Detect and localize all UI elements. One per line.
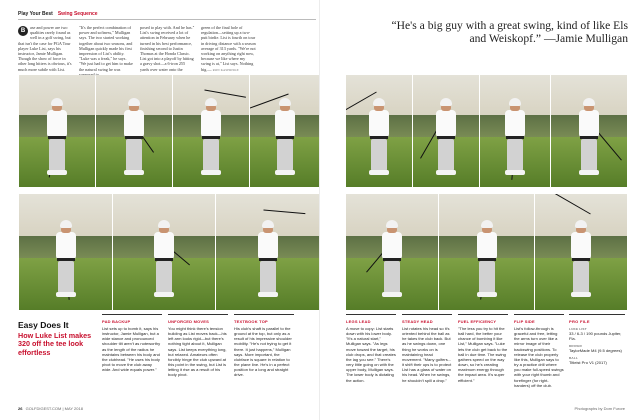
golfer-figure bbox=[470, 220, 504, 298]
intro-text bbox=[18, 25, 318, 80]
intro-column-4: green of the final hole of regulation—setting up a two-putt birdie. List is fourth on tour in driving distance with a season average of 313 yards. "We're not working on anything right now, because we like where my swing is at," List says. Nothing big.— RON KASPRISKE bbox=[201, 25, 256, 72]
swing-photo-3 bbox=[173, 75, 249, 187]
golfer-figure bbox=[498, 98, 532, 176]
section-name: Play Your Best bbox=[18, 11, 53, 17]
swing-photo-13 bbox=[439, 194, 534, 310]
pro-file-box: PRO FILE LUKE LIST 33 / 6-3 / 190 pounds Jupiter, Fla. DRIVER TaylorMade M4 (9.5 degrees) BALL Titleist Pro V1 (2017) bbox=[569, 314, 625, 365]
golfer-figure bbox=[572, 98, 606, 176]
golfer-figure bbox=[251, 220, 285, 298]
golfer-figure bbox=[564, 220, 598, 298]
golfer-figure bbox=[375, 220, 409, 298]
swing-photo-10 bbox=[113, 194, 215, 310]
golfer-figure bbox=[147, 220, 181, 298]
byline: RON KASPRISKE bbox=[212, 67, 239, 72]
intro-column-3: posed to play with. And he has." List's swing received a lot of attention in February when he turned in his best performance, finishing second to Justin Thomas at the Honda Classic. List got into a playoff by hitting a gravy shot—a 6-iron 255 yards over water onto the bbox=[140, 25, 195, 72]
swing-photo-4 bbox=[250, 75, 319, 187]
golfer-figure bbox=[40, 98, 74, 176]
intro-column-2: "It's the perfect combination of power and softness," Mulligan says. The two started working together about two seasons, and Mulligan quickly made his first impression of List's ability. "Luke was a freak," he says. "We just had to get him to make the natural swing he was bbox=[79, 25, 133, 72]
swing-photo-14 bbox=[535, 194, 627, 310]
page-folio: 26 GOLFDIGEST.COM | MAY 2018 bbox=[18, 406, 83, 411]
page-gutter bbox=[319, 0, 320, 420]
golfer-figure bbox=[117, 98, 151, 176]
page-number: 26 bbox=[18, 406, 23, 411]
swing-photo-7 bbox=[480, 75, 550, 187]
photo-credit: Photographs by Dom Furore bbox=[574, 406, 625, 411]
issue-date: MAY 2018 bbox=[64, 406, 83, 411]
feature-deck: How Luke List makes 320 off the tee look effortless bbox=[18, 331, 92, 357]
site-name: GOLFDIGEST.COM bbox=[25, 406, 62, 411]
swing-photo-8 bbox=[551, 75, 627, 187]
pull-quote: “He's a big guy with a great swing, kind of like Els and Weiskopf.” —Jamie Mulligan bbox=[391, 19, 628, 45]
golfer-figure bbox=[49, 220, 83, 298]
golfer-figure bbox=[268, 98, 302, 176]
section-label bbox=[18, 11, 98, 17]
section-rule bbox=[18, 19, 316, 20]
feature-title: Easy Does It bbox=[18, 320, 69, 330]
swing-photo-1 bbox=[19, 75, 95, 187]
pro-file-title: PRO FILE bbox=[569, 319, 590, 324]
intro-column-1: B ase and power are two qualities rarely found as well in a golf swing, but that isn't the case for PGA Tour player Luke List, says his instructor, Jamie Mulligan. Though the show of force in other long hitters is obvious, it's much more subtle with List. bbox=[18, 25, 72, 72]
swing-photo-5 bbox=[346, 75, 412, 187]
golfer-figure bbox=[194, 98, 228, 176]
swing-photo-6 bbox=[413, 75, 479, 187]
swing-photo-12 bbox=[346, 194, 438, 310]
golfer-figure bbox=[362, 98, 396, 176]
swing-photo-2 bbox=[96, 75, 172, 187]
subsection-name: Swing Sequence bbox=[57, 11, 98, 17]
golfer-figure bbox=[429, 98, 463, 176]
swing-photo-9 bbox=[19, 194, 112, 310]
drop-cap: B bbox=[18, 26, 28, 36]
swing-photo-11 bbox=[216, 194, 319, 310]
